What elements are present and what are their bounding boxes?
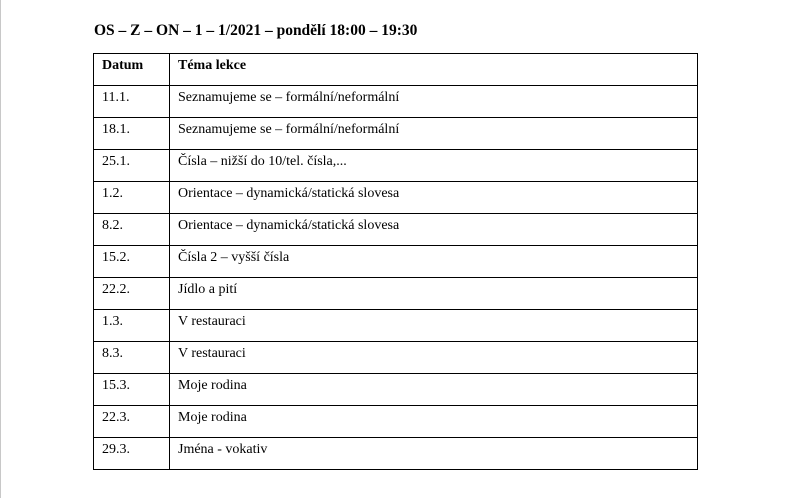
cell-date: 22.3. bbox=[94, 406, 170, 438]
table-row bbox=[94, 214, 698, 246]
cell-date: 11.1. bbox=[94, 86, 170, 118]
cell-topic: Jména - vokativ bbox=[170, 438, 698, 470]
table-row bbox=[94, 438, 698, 470]
cell-date: 25.1. bbox=[94, 150, 170, 182]
column-header-topic: Téma lekce bbox=[170, 54, 698, 86]
table-row bbox=[94, 86, 698, 118]
cell-date: 1.2. bbox=[94, 182, 170, 214]
cell-topic: V restauraci bbox=[170, 310, 698, 342]
cell-date: 18.1. bbox=[94, 118, 170, 150]
lesson-schedule-table bbox=[93, 53, 698, 470]
cell-topic: Seznamujeme se – formální/neformální bbox=[170, 86, 698, 118]
table-row bbox=[94, 374, 698, 406]
cell-date: 1.3. bbox=[94, 310, 170, 342]
table-row bbox=[94, 406, 698, 438]
cell-date: 8.3. bbox=[94, 342, 170, 374]
cell-topic: V restauraci bbox=[170, 342, 698, 374]
document-heading: OS – Z – ON – 1 – 1/2021 – pondělí 18:00 – 19:30 bbox=[94, 22, 418, 39]
page-edge bbox=[0, 0, 1, 498]
table-row bbox=[94, 150, 698, 182]
cell-topic: Čísla 2 – vyšší čísla bbox=[170, 246, 698, 278]
cell-date: 8.2. bbox=[94, 214, 170, 246]
table-row bbox=[94, 342, 698, 374]
cell-topic: Seznamujeme se – formální/neformální bbox=[170, 118, 698, 150]
cell-date: 15.3. bbox=[94, 374, 170, 406]
cell-topic: Moje rodina bbox=[170, 374, 698, 406]
cell-date: 29.3. bbox=[94, 438, 170, 470]
cell-date: 15.2. bbox=[94, 246, 170, 278]
column-header-date: Datum bbox=[94, 54, 170, 86]
table-row bbox=[94, 182, 698, 214]
cell-topic: Moje rodina bbox=[170, 406, 698, 438]
table-row bbox=[94, 246, 698, 278]
table-row bbox=[94, 278, 698, 310]
cell-topic: Čísla – nižší do 10/tel. čísla,... bbox=[170, 150, 698, 182]
table-row bbox=[94, 118, 698, 150]
cell-date: 22.2. bbox=[94, 278, 170, 310]
table-header-row bbox=[94, 54, 698, 86]
cell-topic: Orientace – dynamická/statická slovesa bbox=[170, 182, 698, 214]
table-row bbox=[94, 310, 698, 342]
cell-topic: Orientace – dynamická/statická slovesa bbox=[170, 214, 698, 246]
cell-topic: Jídlo a pití bbox=[170, 278, 698, 310]
